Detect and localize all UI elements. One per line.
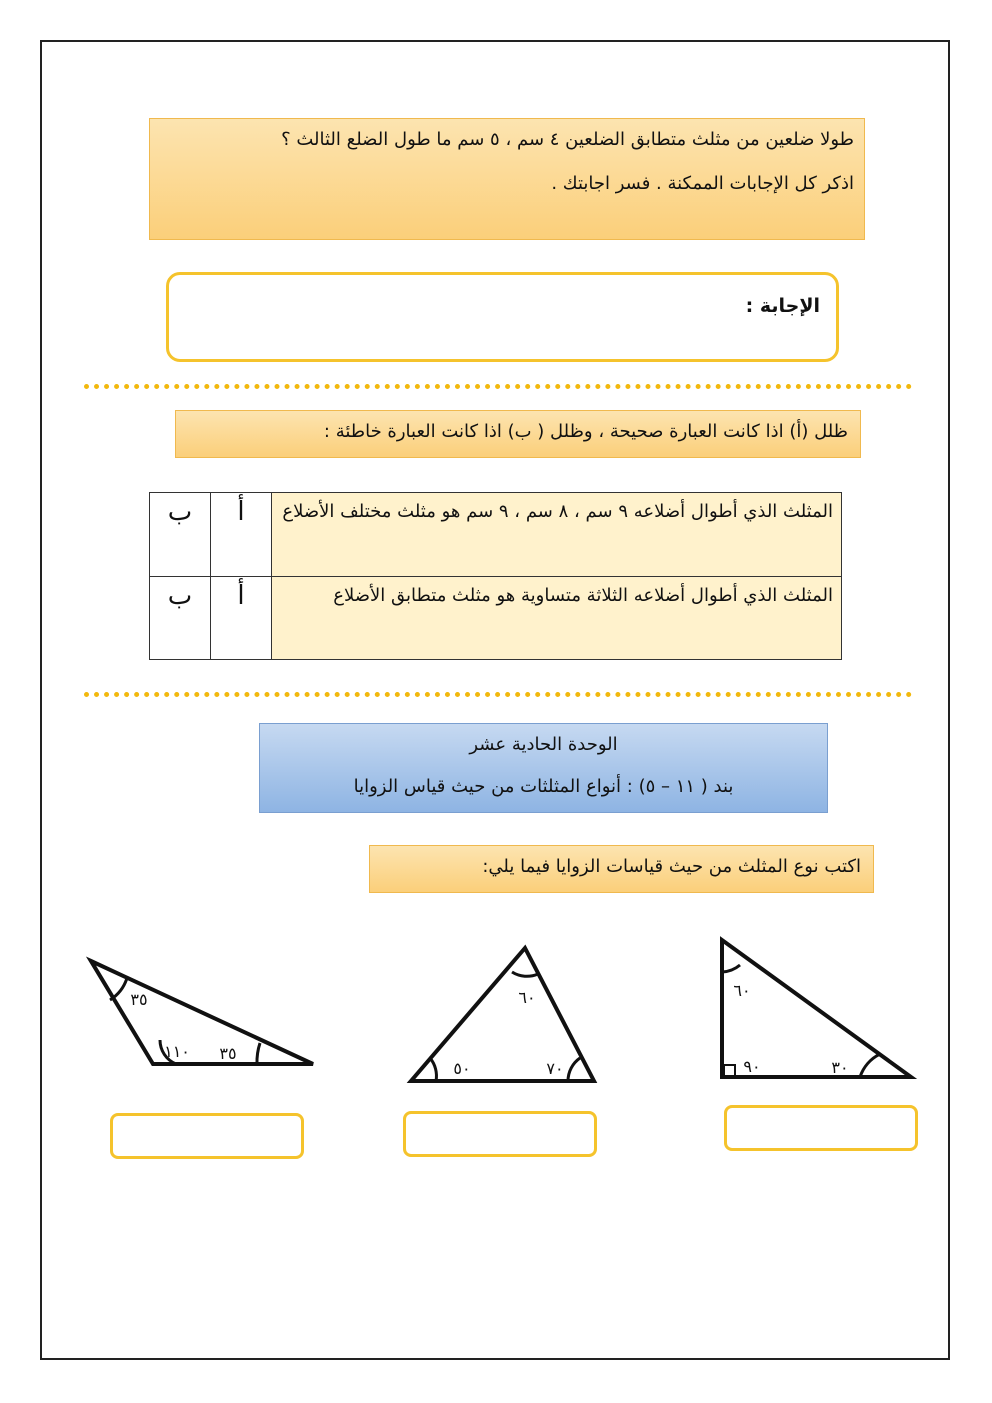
angle-label: ٩٠	[743, 1057, 761, 1076]
angle-label: ٦٠	[518, 988, 536, 1007]
statement-cell: المثلث الذي أطوال أضلاعه الثلاثة متساوية هو مثلث متطابق الأضلاع	[272, 576, 842, 660]
option-a-cell[interactable]: أ	[211, 493, 272, 577]
question-3-instruction: اكتب نوع المثلث من حيث قياسات الزوايا فيما يلي:	[482, 856, 861, 877]
question-2-instruction: ظلل (أ) اذا كانت العبارة صحيحة ، وظلل ( ب) اذا كانت العبارة خاطئة :	[323, 421, 848, 442]
unit-subtitle: بند ( ١١ – ٥) : أنواع المثلثات من حيث قياس الزوايا	[353, 776, 734, 797]
option-a-cell[interactable]: أ	[211, 576, 272, 660]
option-b-cell[interactable]: ب	[150, 576, 211, 660]
angle-label: ١١٠	[164, 1042, 190, 1061]
option-b-cell[interactable]: ب	[150, 493, 211, 577]
statement-cell: المثلث الذي أطوال أضلاعه ٩ سم ، ٨ سم ، ٩ سم هو مثلث مختلف الأضلاع	[272, 493, 842, 577]
answer-box-left-triangle[interactable]	[110, 1113, 304, 1159]
angle-label: ٣٥	[219, 1044, 237, 1063]
answer-box-middle-triangle[interactable]	[403, 1111, 597, 1157]
triangle-right	[722, 940, 911, 1077]
triangle-middle	[411, 948, 594, 1081]
angle-label: ٦٠	[733, 981, 751, 1000]
unit-title: الوحدة الحادية عشر	[469, 734, 618, 755]
question-1-line-1: طولا ضلعين من مثلث متطابق الضلعين ٤ سم ، ٥ سم ما طول الضلع الثالث ؟	[281, 129, 854, 150]
angle-label: ٣٠	[831, 1058, 849, 1077]
angle-label: ٧٠	[546, 1059, 564, 1078]
question-1-line-2: اذكر كل الإجابات الممكنة . فسر اجابتك .	[551, 173, 854, 194]
answer-box-right-triangle[interactable]	[724, 1105, 918, 1151]
triangle-left	[91, 961, 313, 1064]
answer-label: الإجابة :	[745, 295, 820, 317]
angle-label: ٥٠	[453, 1059, 471, 1078]
angle-label: ٣٥	[130, 990, 148, 1009]
